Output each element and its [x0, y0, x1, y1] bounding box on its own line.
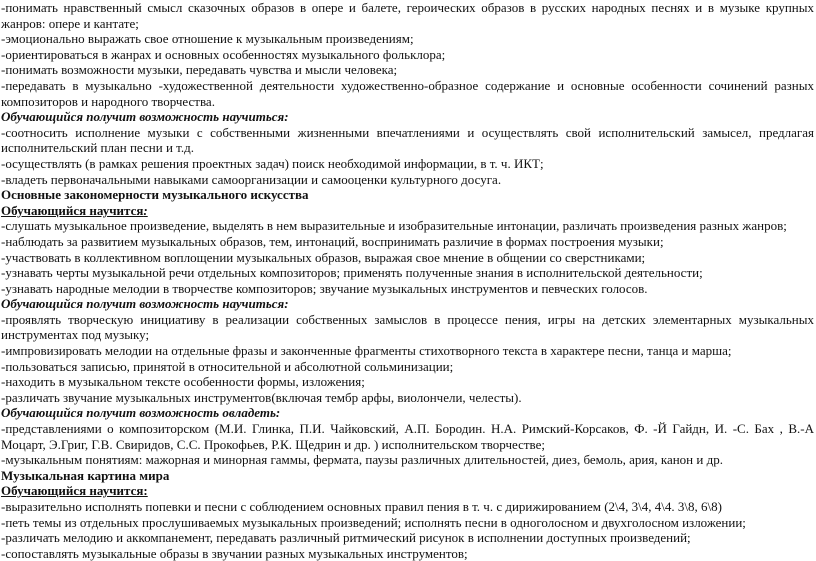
list-item: -слушать музыкальное произведение, выделять в нем выразительные и изобразительные интонации, различать произведения разных жанров; — [1, 218, 787, 234]
subsection-heading: Обучающийся получит возможность овладеть: — [1, 405, 281, 421]
learner-heading — [1, 203, 814, 219]
list-item: -ориентироваться в жанрах и основных особенностях музыкального фольклора; — [1, 46, 446, 62]
list-item: -пользоваться записью, принятой в относительной и абсолютной сольминизации; — [1, 358, 454, 374]
list-item: -находить в музыкальном тексте особенности формы, изложения; — [1, 374, 365, 390]
list-item: -представлениями о композиторском (М.И. Глинка, П.И. Чайковский, А.П. Бородин. Н.А. Римский-Корсаков, Ф. -Й Гайдн, И. -С. Бах , В.-А Моцарт, Э.Григ, Г.В. Свиридов, С.С. Прокофьев, Р.К. Щедрин и др. ) исполнительском творчестве; — [1, 421, 814, 452]
section-heading: Основные закономерности музыкального искусства — [1, 187, 309, 203]
list-item: -узнавать народные мелодии в творчестве композиторов; звучание музыкальных инструментов и певческих голосов. — [1, 280, 648, 296]
list-item: -проявлять творческую инициативу в реализации собственных замыслов в процессе пения, игры на детских элементарных музыкальных инструментах под музыку; — [1, 311, 814, 343]
list-item: -осуществлять (в рамках решения проектных задач) поиск необходимой информации, в т. ч. ИКТ; — [1, 155, 544, 171]
learner-heading — [1, 483, 814, 499]
subsection-heading: Обучающийся получит возможность научиться: — [1, 109, 289, 125]
list-item: -различать мелодию и аккомпанемент, передавать различный ритмический рисунок в исполнении доступных произведений; — [1, 530, 691, 546]
list-item: -передавать в музыкально -художественной деятельности художественно-образное содержание и основные особенности сочинений разных композиторов и народного творчества. — [1, 77, 814, 109]
list-item: -понимать возможности музыки, передавать чувства и мысли человека; — [1, 62, 398, 78]
list-item: -наблюдать за развитием музыкальных образов, тем, интонаций, воспринимать различие в формах построения музыки; — [1, 233, 664, 249]
list-item: -сопоставлять музыкальные образы в звучании разных музыкальных инструментов; — [1, 545, 468, 561]
list-item: -выразительно исполнять попевки и песни с соблюдением основных правил пения в т. ч. с дирижированием (2\4, 3\4, 4\4. 3\8, 6\8) — [1, 499, 722, 514]
list-item: -владеть первоначальными навыками самоорганизации и самооценки культурного досуга. — [1, 171, 502, 187]
list-item: -понимать нравственный смысл сказочных образов в опере и балете, героических образов в русских народных песнях и в музыке крупных жанров: опере и кантате; — [1, 0, 814, 31]
list-item: -узнавать черты музыкальной речи отдельных композиторов; применять полученные знания в исполнительской деятельности; — [1, 265, 703, 281]
list-item: -различать звучание музыкальных инструментов(включая тембр арфы, виолончели, челесты). — [1, 389, 522, 405]
learner-heading-text: Обучающийся научится — [1, 202, 144, 218]
subsection-heading: Обучающийся получит возможность научиться: — [1, 296, 289, 312]
list-item: -эмоционально выражать свое отношение к музыкальным произведениям; — [1, 31, 414, 47]
list-item: -музыкальным понятиям: мажорная и минорная гаммы, фермата, паузы различных длительностей, диез, бемоль, ария, канон и др. — [1, 452, 723, 468]
learner-heading-text: Обучающийся научится: — [1, 483, 148, 499]
list-item: -импровизировать мелодии на отдельные фразы и законченные фрагменты стихотворного текста в характере песни, танца и марша; — [1, 343, 732, 359]
list-item: -соотносить исполнение музыки с собственными жизненными впечатлениями и осуществлять свой исполнительский замысел, предлагая исполнительский план песни и т.д. — [1, 124, 814, 156]
learner-heading-colon: : — [143, 202, 148, 218]
list-item: -петь темы из отдельных прослушиваемых музыкальных произведений; исполнять песни в одноголосном и двухголосном изложении; — [1, 514, 746, 530]
section-heading: Музыкальная картина мира — [1, 467, 170, 483]
list-item: -участвовать в коллективном воплощении музыкальных образов, выражая свое мнение в общении со сверстниками; — [1, 249, 646, 265]
